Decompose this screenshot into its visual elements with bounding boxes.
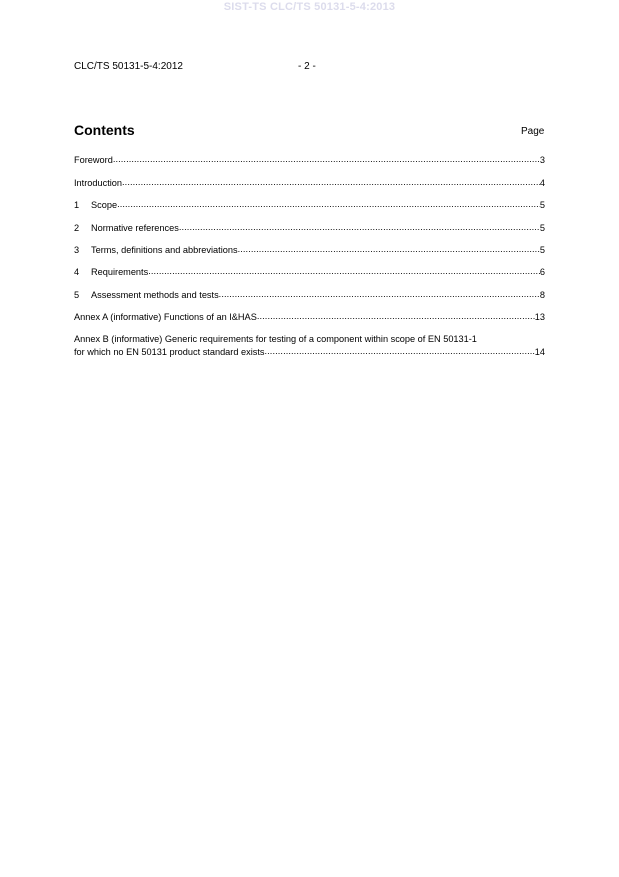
watermark: SIST-TS CLC/TS 50131-5-4:2013 bbox=[223, 1, 396, 13]
toc-leader-dots bbox=[113, 153, 540, 165]
toc-entry-foreword[interactable] bbox=[74, 153, 545, 165]
toc-entry-label: Annex A (informative) Functions of an I&HAS bbox=[74, 312, 257, 322]
toc-leader-dots bbox=[148, 265, 540, 277]
toc-entry-page: 5 bbox=[539, 223, 545, 233]
toc-entry-number: 2 bbox=[74, 223, 80, 233]
toc-entry-number: 4 bbox=[74, 267, 80, 277]
toc-entry-scope[interactable] bbox=[74, 198, 545, 210]
toc-entry-number: 3 bbox=[74, 245, 80, 255]
toc-entry-label: Requirements bbox=[91, 267, 149, 277]
toc-entry-label: Introduction bbox=[74, 178, 123, 188]
toc-entry-label: Terms, definitions and abbreviations bbox=[91, 245, 238, 255]
toc-entry-introduction[interactable] bbox=[74, 176, 545, 188]
toc-entry-page: 3 bbox=[539, 155, 545, 165]
toc-entry-number: 5 bbox=[74, 290, 80, 300]
toc-entry-page: 5 bbox=[539, 200, 545, 210]
toc-entry-label: for which no EN 50131 product standard exists bbox=[74, 347, 265, 357]
toc-entry-requirements[interactable] bbox=[74, 265, 545, 277]
toc-entry-page: 8 bbox=[539, 290, 545, 300]
toc-entry-page: 6 bbox=[539, 267, 545, 277]
toc-entry-annex-a[interactable] bbox=[74, 310, 545, 322]
toc-leader-dots bbox=[179, 221, 540, 233]
toc-leader-dots bbox=[238, 243, 540, 255]
toc-leader-dots bbox=[122, 176, 540, 188]
toc-entry-page: 5 bbox=[539, 245, 545, 255]
toc-leader-dots bbox=[265, 345, 535, 357]
document-id: CLC/TS 50131-5-4:2012 bbox=[74, 61, 183, 72]
toc-entry-annex-b-title-line[interactable]: Annex B (informative) Generic requirements for testing of a component within scope of EN 50131-1 bbox=[74, 334, 477, 344]
toc-entry-number: 1 bbox=[74, 200, 80, 210]
toc-leader-dots bbox=[219, 288, 540, 300]
toc-entry-terms-definitions[interactable] bbox=[74, 243, 545, 255]
toc-entry-label: Foreword bbox=[74, 155, 113, 165]
toc-entry-label: Scope bbox=[91, 200, 118, 210]
page-number: - 2 - bbox=[298, 61, 316, 72]
toc-entry-label: Normative references bbox=[91, 223, 179, 233]
toc-entry-assessment-methods[interactable] bbox=[74, 288, 545, 300]
toc-entry-normative-references[interactable] bbox=[74, 221, 545, 233]
toc-entry-annex-b[interactable] bbox=[74, 345, 545, 357]
toc-leader-dots bbox=[117, 198, 540, 210]
contents-title: Contents bbox=[74, 122, 135, 138]
toc-entry-page: 4 bbox=[539, 178, 545, 188]
toc-entry-page: 13 bbox=[534, 312, 545, 322]
page-column-label: Page bbox=[521, 126, 545, 137]
toc-leader-dots bbox=[257, 310, 535, 322]
toc-entry-page: 14 bbox=[534, 347, 545, 357]
toc-entry-label: Assessment methods and tests bbox=[91, 290, 219, 300]
